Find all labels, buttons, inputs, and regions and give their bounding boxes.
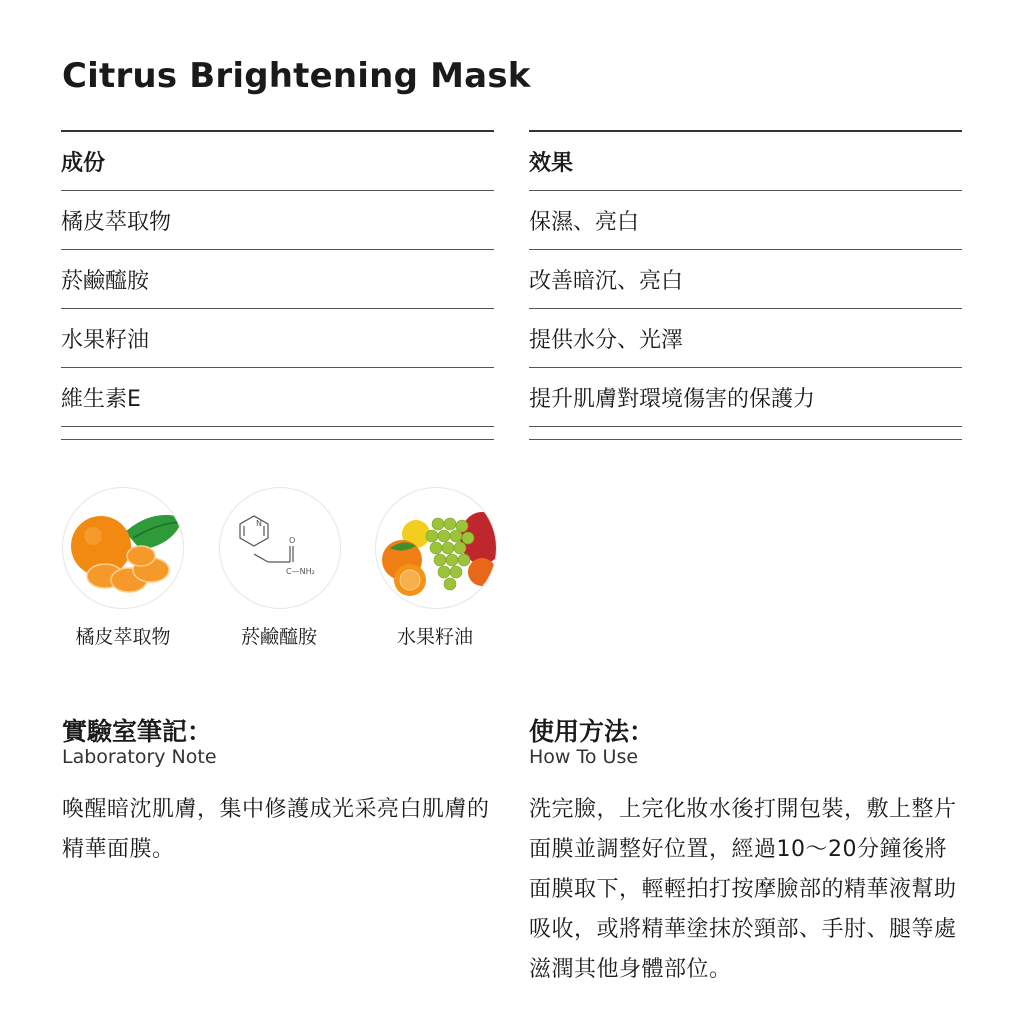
- effects-header: 效果: [529, 132, 962, 191]
- lab-note-text: 喚醒暗沈肌膚，集中修護成光采亮白肌膚的精華面膜。: [62, 797, 490, 862]
- molecule-nh2-label: C—NH₂: [286, 567, 315, 576]
- table-spacer-row: [529, 427, 962, 440]
- effect-item: 提升肌膚對環境傷害的保護力: [529, 368, 962, 427]
- how-to-use-text: 洗完臉，上完化妝水後打開包裝，敷上整片面膜並調整好位置，經過10～20分鐘後將面膜取下，輕輕拍打按摩臉部的精華液幫助吸收，或將精華塗抹於頸部、手肘、腿等處滋潤其他身體部位。: [529, 797, 957, 982]
- thumbnail-label: 菸鹼醯胺: [240, 626, 317, 648]
- ingredients-header: 成份: [61, 132, 494, 191]
- molecule-o-label: O: [289, 536, 296, 545]
- ingredients-table: [61, 130, 494, 440]
- effects-table: [529, 130, 962, 440]
- table-spacer-row: [61, 427, 494, 440]
- ingredient-item: 菸鹼醯胺: [61, 250, 494, 309]
- fruit-assortment-image: [375, 487, 497, 609]
- thumbnail-label: 橘皮萃取物: [75, 626, 171, 648]
- tangerine-image: [62, 487, 184, 609]
- ingredient-item: 橘皮萃取物: [61, 191, 494, 250]
- lab-note-title: 實驗室筆記：: [62, 717, 213, 746]
- nicotinamide-structure-image: [219, 487, 341, 609]
- effect-item: 提供水分、光澤: [529, 309, 962, 368]
- how-to-use-title: 使用方法：: [529, 717, 655, 746]
- ingredient-item: 水果籽油: [61, 309, 494, 368]
- how-to-use-subtitle: How To Use: [529, 746, 639, 768]
- lab-note-subtitle: Laboratory Note: [62, 746, 217, 768]
- molecule-n-label: N: [256, 519, 262, 528]
- page-title: Citrus Brightening Mask: [62, 56, 531, 96]
- effect-item: 保濕、亮白: [529, 191, 962, 250]
- effect-item: 改善暗沉、亮白: [529, 250, 962, 309]
- ingredient-item: 維生素E: [61, 368, 494, 427]
- thumbnail-label: 水果籽油: [396, 626, 473, 648]
